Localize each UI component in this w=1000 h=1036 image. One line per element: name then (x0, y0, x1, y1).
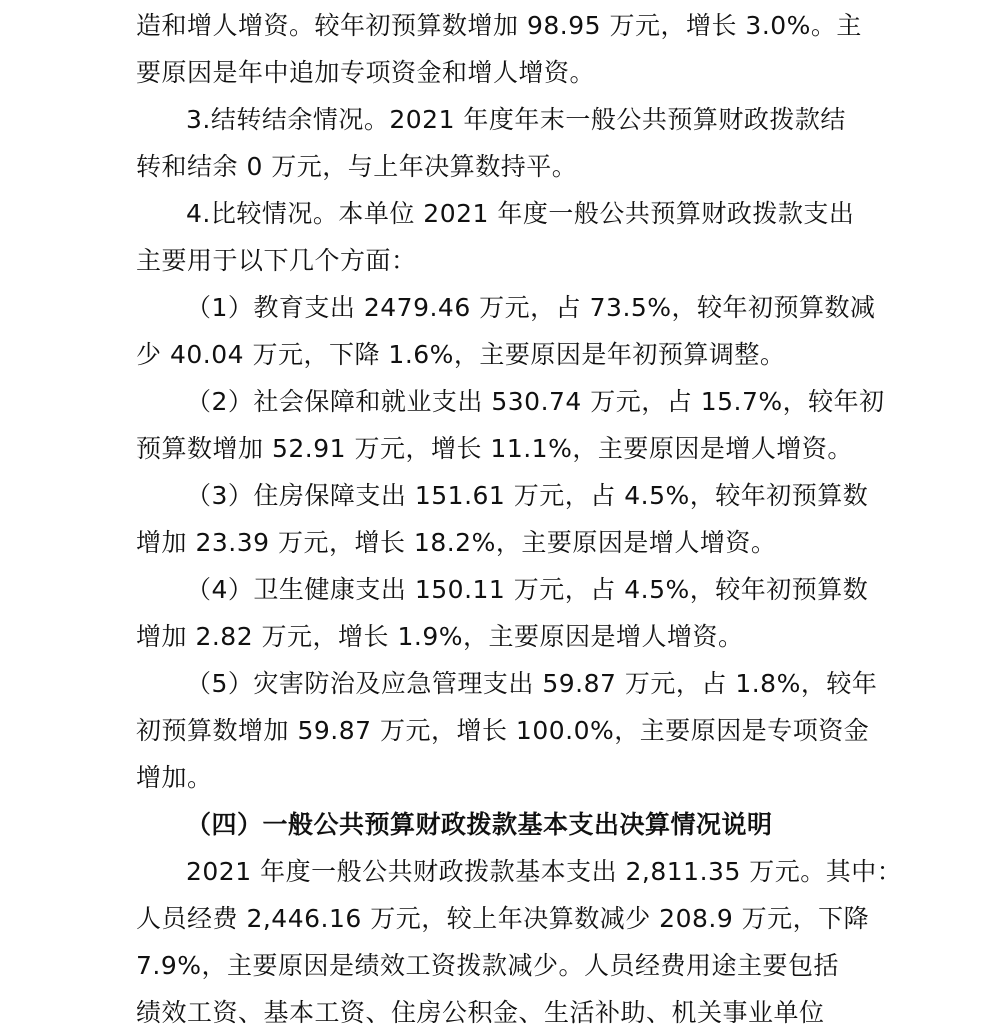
paragraph-line: 增加。 (136, 763, 213, 792)
paragraph-line: 主要用于以下几个方面： (136, 246, 417, 275)
list-item-line: （3）住房保障支出 151.61 万元，占 4.5%，较年初预算数 (186, 481, 869, 510)
list-item-line: （2）社会保障和就业支出 530.74 万元，占 15.7%，较年初 (186, 387, 885, 416)
paragraph-line: 绩效工资、基本工资、住房公积金、生活补助、机关事业单位 (136, 998, 825, 1027)
paragraph-line: 增加 23.39 万元，增长 18.2%，主要原因是增人增资。 (136, 528, 777, 557)
paragraph-line: 造和增人增资。较年初预算数增加 98.95 万元，增长 3.0%。主 (136, 11, 862, 40)
subsection-heading: （四）一般公共预算财政拨款基本支出决算情况说明 (186, 810, 773, 839)
section-heading-line: 3.结转结余情况。2021 年度年末一般公共预算财政拨款结 (186, 105, 846, 134)
paragraph-line: 2021 年度一般公共财政拨款基本支出 2,811.35 万元。其中： (186, 857, 903, 886)
paragraph-line: 转和结余 0 万元，与上年决算数持平。 (136, 152, 578, 181)
list-item-line: （5）灾害防治及应急管理支出 59.87 万元，占 1.8%，较年 (186, 669, 878, 698)
paragraph-line: 初预算数增加 59.87 万元，增长 100.0%，主要原因是专项资金 (136, 716, 870, 745)
paragraph-line: 人员经费 2,446.16 万元，较上年决算数减少 208.9 万元，下降 (136, 904, 870, 933)
paragraph-line: 少 40.04 万元，下降 1.6%，主要原因是年初预算调整。 (136, 340, 786, 369)
section-heading-line: 4.比较情况。本单位 2021 年度一般公共预算财政拨款支出 (186, 199, 855, 228)
paragraph-line: 预算数增加 52.91 万元，增长 11.1%，主要原因是增人增资。 (136, 434, 853, 463)
list-item-line: （4）卫生健康支出 150.11 万元，占 4.5%，较年初预算数 (186, 575, 869, 604)
paragraph-line: 7.9%，主要原因是绩效工资拨款减少。人员经费用途主要包括 (136, 951, 840, 980)
list-item-line: （1）教育支出 2479.46 万元，占 73.5%，较年初预算数减 (186, 293, 876, 322)
paragraph-line: 要原因是年中追加专项资金和增人增资。 (136, 58, 596, 87)
paragraph-line: 增加 2.82 万元，增长 1.9%，主要原因是增人增资。 (136, 622, 744, 651)
